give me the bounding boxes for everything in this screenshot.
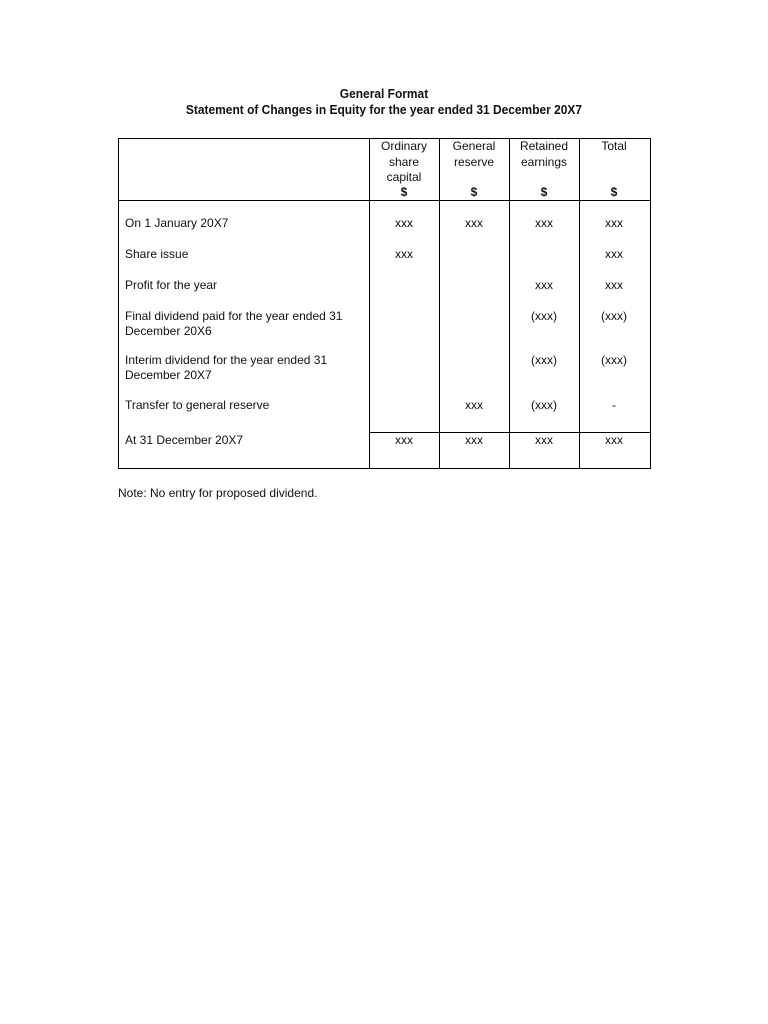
column-header-line: reserve: [453, 154, 494, 169]
table-cell: xxx: [465, 398, 483, 412]
table-cell: (xxx): [601, 353, 627, 367]
document-subtitle: Statement of Changes in Equity for the year ended 31 December 20X7: [185, 102, 583, 117]
column-header: [579, 139, 649, 199]
row-label: At 31 December 20X7: [125, 433, 244, 447]
column-header-line: capital: [386, 170, 422, 184]
table-cell: xxx: [395, 433, 413, 447]
table-cell: (xxx): [531, 398, 557, 412]
currency-symbol: $: [610, 185, 618, 199]
table-cell: xxx: [395, 247, 413, 261]
row-label: Profit for the year: [125, 278, 218, 292]
column-header-line: share: [388, 154, 420, 169]
document-header: [0, 86, 768, 118]
table-cell: xxx: [465, 216, 483, 230]
document-title: General Format: [339, 86, 429, 101]
table-cell: xxx: [605, 278, 623, 292]
table-cell: xxx: [605, 216, 623, 230]
column-header: [509, 139, 579, 199]
table-cell: xxx: [535, 278, 553, 292]
table-cell: (xxx): [601, 309, 627, 323]
column-header: [369, 139, 439, 199]
table-cell: (xxx): [531, 353, 557, 367]
row-label: Transfer to general reserve: [125, 398, 270, 412]
column-header-line: Retained: [519, 139, 569, 153]
row-label: Share issue: [125, 247, 189, 261]
column-header-line: Total: [601, 139, 627, 153]
equity-statement-table: [118, 138, 651, 469]
table-cell: xxx: [395, 216, 413, 230]
currency-symbol: $: [470, 185, 478, 199]
footnote: Note: No entry for proposed dividend.: [118, 486, 318, 500]
table-cell: xxx: [535, 433, 553, 447]
column-header-line: General: [452, 139, 496, 153]
column-header-line: earnings: [520, 154, 568, 169]
row-label: Final dividend paid for the year ended 31 December 20X6: [125, 309, 343, 338]
column-header: [439, 139, 509, 199]
table-cell: xxx: [465, 433, 483, 447]
currency-symbol: $: [400, 185, 408, 199]
table-cell: xxx: [605, 247, 623, 261]
table-cell: xxx: [535, 216, 553, 230]
column-header-line: Ordinary: [380, 139, 427, 153]
currency-symbol: $: [540, 185, 548, 199]
row-label: Interim dividend for the year ended 31 December 20X7: [125, 353, 328, 382]
table-cell: (xxx): [531, 309, 557, 323]
row-label: On 1 January 20X7: [125, 216, 229, 230]
table-cell: -: [612, 398, 616, 412]
table-cell: xxx: [605, 433, 623, 447]
